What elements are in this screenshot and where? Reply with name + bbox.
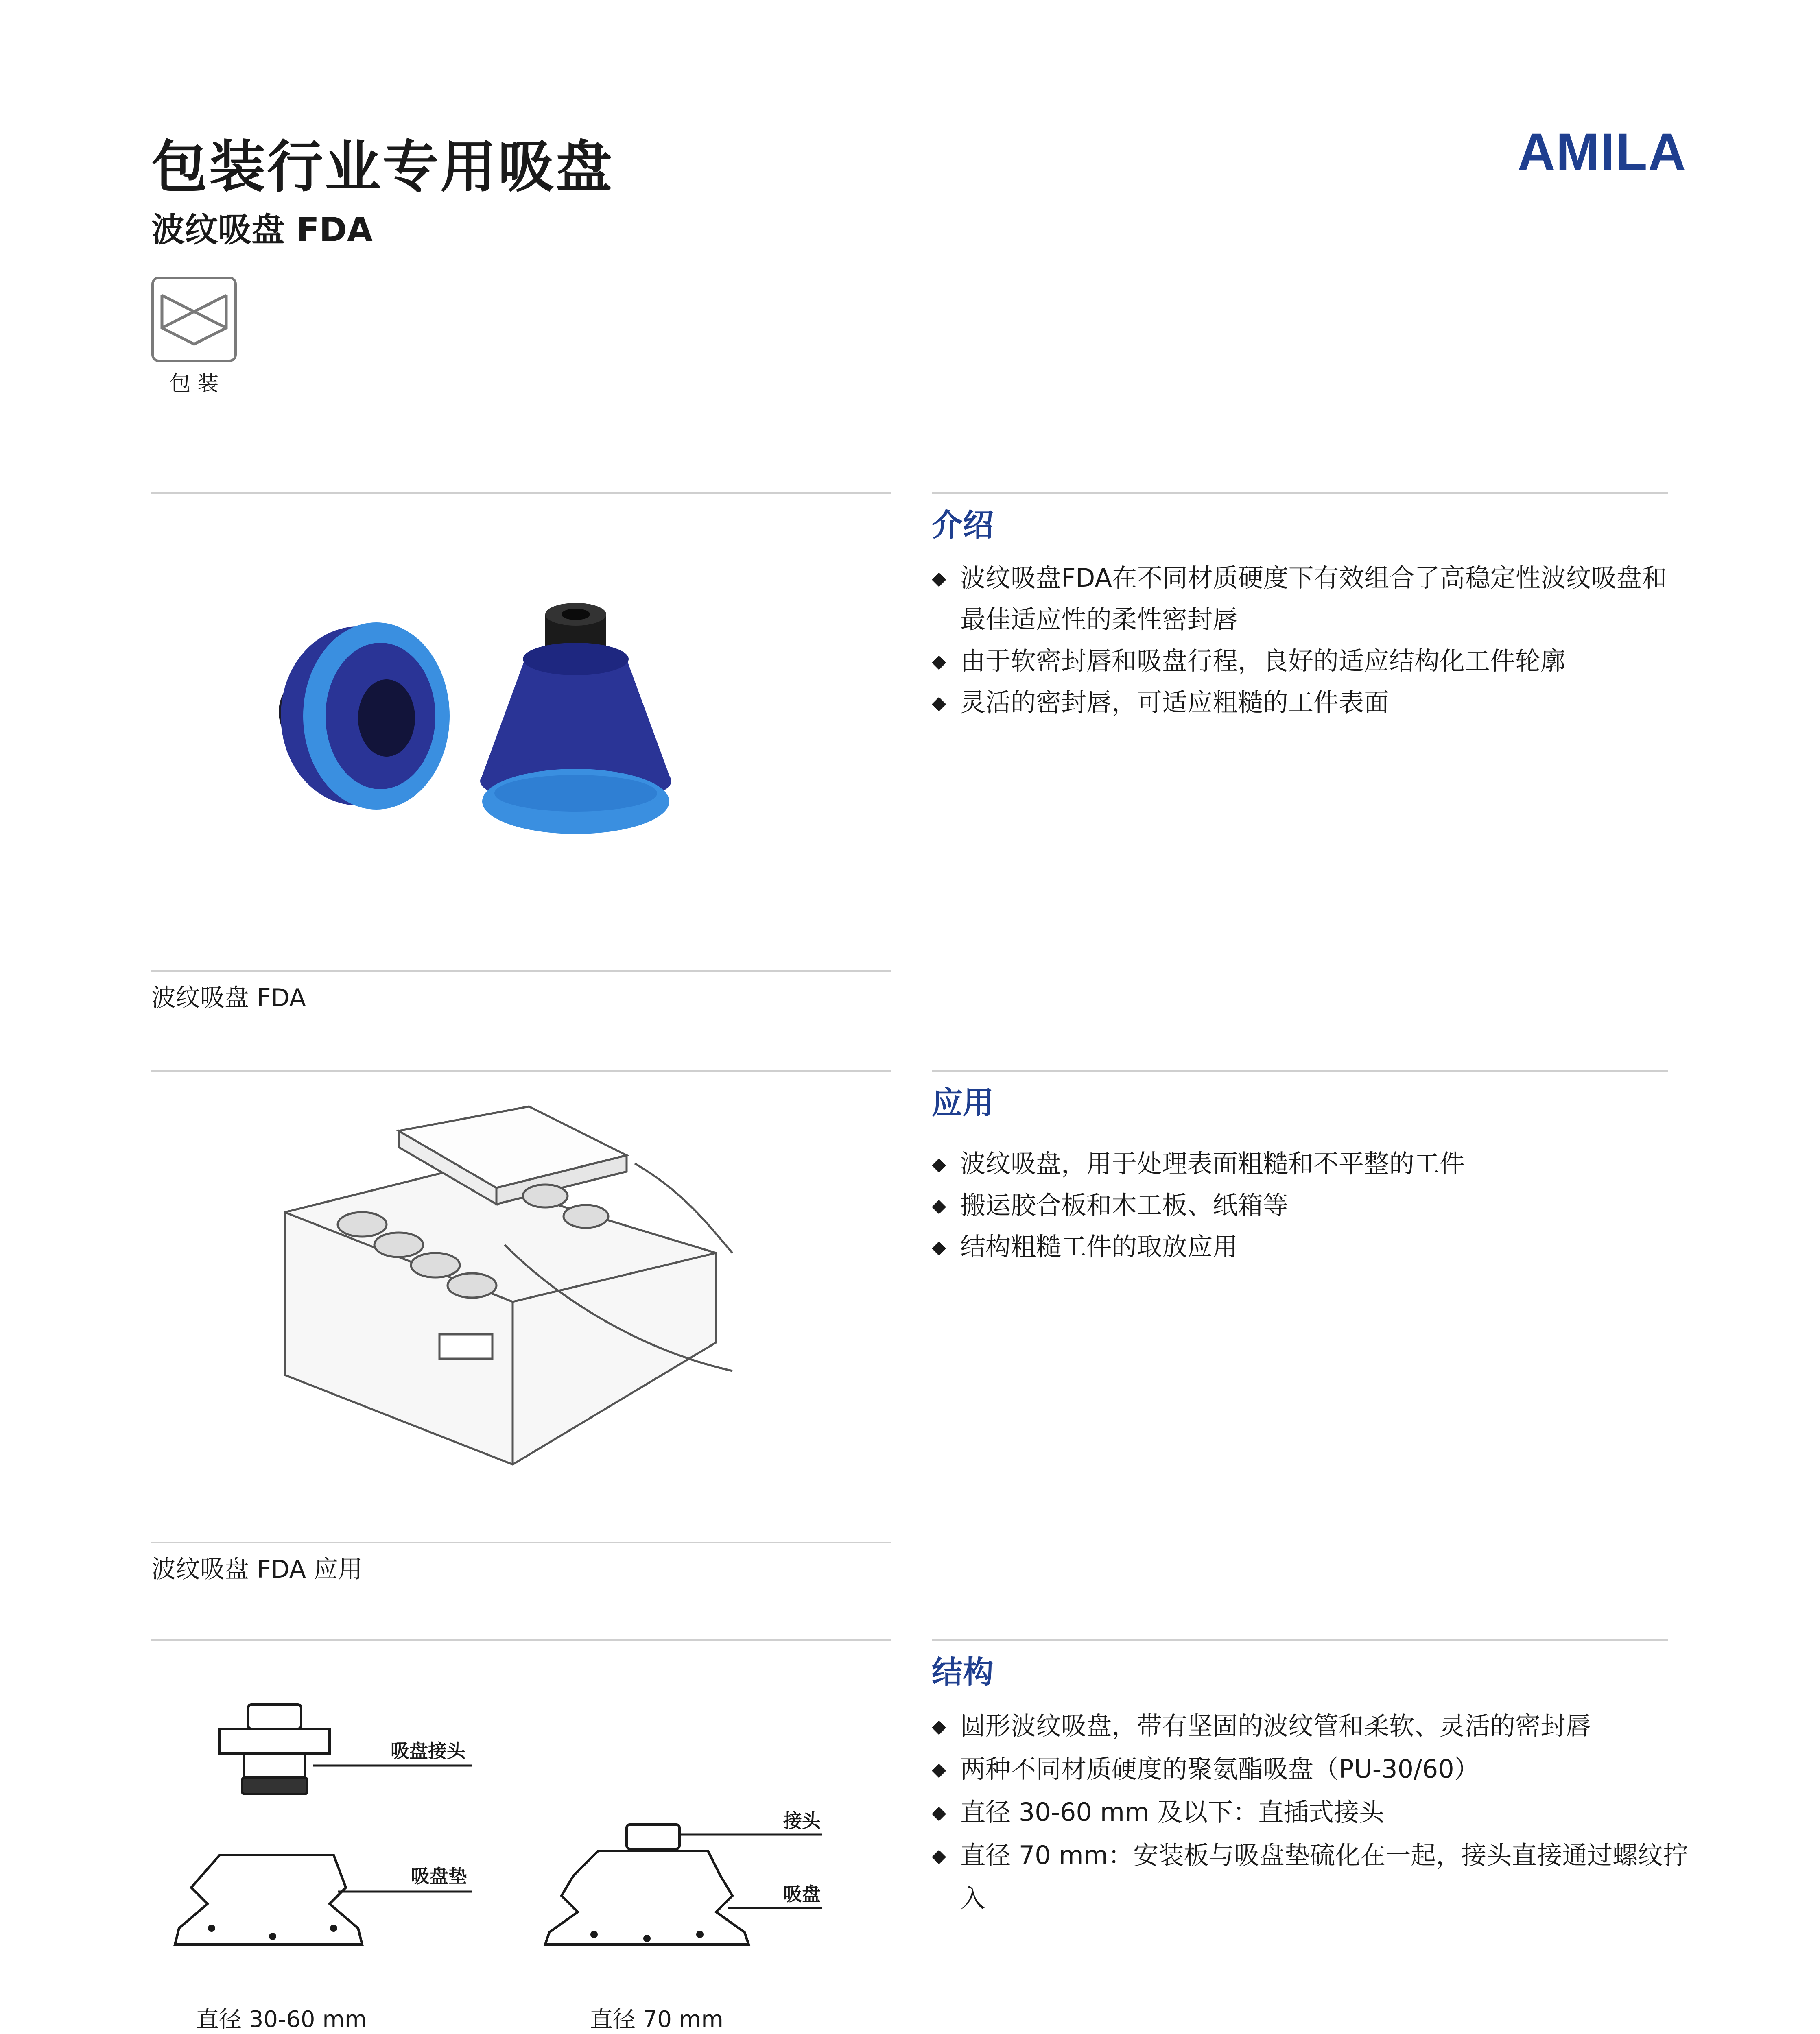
list-item: ◆ 由于软密封唇和吸盘行程，良好的适应结构化工件轮廓 <box>932 640 1705 682</box>
list-item: ◆ 灵活的密封唇，可适应粗糙的工件表面 <box>932 682 1705 723</box>
divider <box>151 1070 891 1072</box>
dimension-label-30-60: 直径 30-60 mm <box>196 2006 367 2033</box>
product-image <box>264 602 712 854</box>
category-label: 包 装 <box>169 371 219 396</box>
application-illustration <box>277 1090 745 1477</box>
brand-logo: AMILA <box>1517 123 1687 181</box>
figure-caption: 波纹吸盘 FDA 应用 <box>151 1555 363 1584</box>
figure-caption: 波纹吸盘 FDA <box>151 984 306 1012</box>
section-title-structure: 结构 <box>932 1654 994 1690</box>
packaging-box-icon <box>151 277 237 362</box>
divider <box>151 1542 891 1543</box>
divider <box>151 492 891 494</box>
application-bullet-list <box>932 1143 1705 1268</box>
list-item: ◆ 两种不同材质硬度的聚氨酯吸盘（PU-30/60） <box>932 1748 1705 1791</box>
page-title: 包装行业专用吸盘 <box>151 134 614 200</box>
divider <box>932 492 1668 494</box>
divider <box>932 1070 1668 1072</box>
list-item: ◆ 波纹吸盘，用于处理表面粗糙和不平整的工件 <box>932 1143 1705 1185</box>
intro-bullet-list <box>932 557 1705 723</box>
label-cup-70: 吸盘 <box>783 1883 821 1905</box>
section-title-intro: 介绍 <box>932 507 994 543</box>
list-item: ◆ 结构粗糙工件的取放应用 <box>932 1226 1705 1268</box>
list-item: ◆ 直径 70 mm：安装板与吸盘垫硫化在一起，接头直接通过螺纹拧入 <box>932 1834 1705 1920</box>
label-pad: 吸盘垫 <box>411 1865 467 1887</box>
label-connector-70: 接头 <box>783 1810 821 1832</box>
page-subtitle: 波纹吸盘 FDA <box>151 211 373 249</box>
divider <box>151 970 891 972</box>
dimension-label-70: 直径 70 mm <box>590 2006 723 2033</box>
divider <box>151 1639 891 1641</box>
list-item: 最佳适应性的柔性密封唇 <box>960 605 1238 634</box>
structure-bullet-list <box>932 1704 1705 1920</box>
structure-diagram <box>167 1700 891 1985</box>
section-title-application: 应用 <box>932 1085 994 1121</box>
divider <box>932 1639 1668 1641</box>
list-item: ◆ 直径 30-60 mm 及以下：直插式接头 <box>932 1791 1705 1834</box>
list-item: ◆ 圆形波纹吸盘，带有坚固的波纹管和柔软、灵活的密封唇 <box>932 1704 1705 1748</box>
list-item: ◆ 搬运胶合板和木工板、纸箱等 <box>932 1185 1705 1226</box>
list-item: ◆ 波纹吸盘FDA在不同材质硬度下有效组合了高稳定性波纹吸盘和 <box>932 557 1705 599</box>
label-connector: 吸盘接头 <box>391 1740 465 1762</box>
